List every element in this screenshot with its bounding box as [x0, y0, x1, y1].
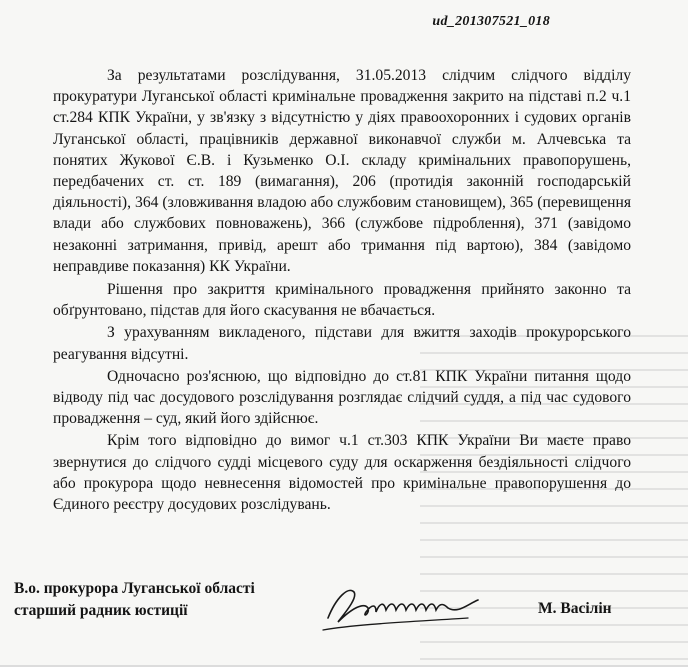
signatory-position-line2: старший радник юстиції [14, 602, 188, 619]
paragraph-decision: Рішення про закриття кримінального провадження прийнято законно та обґрунтовано, підстав для його скасування не вбачається. [53, 281, 631, 320]
paragraph-investigation-result: За результатами розслідування, 31.05.2013 слідчим слідчого відділу прокуратури Луганської області кримінальне провадження закрито на підставі п.2 ч.1 ст.284 КПК України, у зв'язку з відсутністю у діях правоохоронних і судових органів Луганської області, працівників державної виконавчої служби м. Алчевська та понятих Жукової Є.В. і Кузьменко О.І. складу кримінальних правопорушень, передбачених ст. ст. 189 (вимагання), 206 (протидія законній господарській діяльності), 364 (зловживання владою або службовим становищем), 365 (перевищення влади або службових повноважень), 366 (службове підроблення), 371 (завідомо незаконні затримання, привід, арешт або тримання під вартою), 384 (завідомо неправдиве показання) КК України. [53, 67, 631, 275]
paragraph-recusal-explanation: Одночасно роз'яснюю, що відповідно до ст.81 КПК України питання щодо відводу під час досудового розслідування розглядає слідчий суддя, а під час судового провадження – суд, який його здійснює. [53, 367, 631, 428]
paragraph-appeal-right: Крім того відповідно до вимог ч.1 ст.303 КПК України Ви маєте право звернутися до слідчого судді місцевого суду для оскарження бездіяльності слідчого або прокурора щодо невнесення відомостей про кримінальне правопорушення до Єдиного реєстру досудових розслідувань. [53, 432, 631, 514]
document-id-stamp: ud_201307521_018 [432, 14, 550, 29]
handwritten-signature [318, 578, 508, 638]
paragraph-no-response: З урахуванням викладеного, підстави для вжиття заходів прокурорського реагування відсутні. [53, 324, 631, 363]
signatory-name: М. Васілін [538, 600, 612, 617]
signatory-position [14, 578, 255, 622]
letter-body [53, 65, 631, 515]
signatory-position-line1: В.о. прокурора Луганської області [14, 580, 255, 597]
